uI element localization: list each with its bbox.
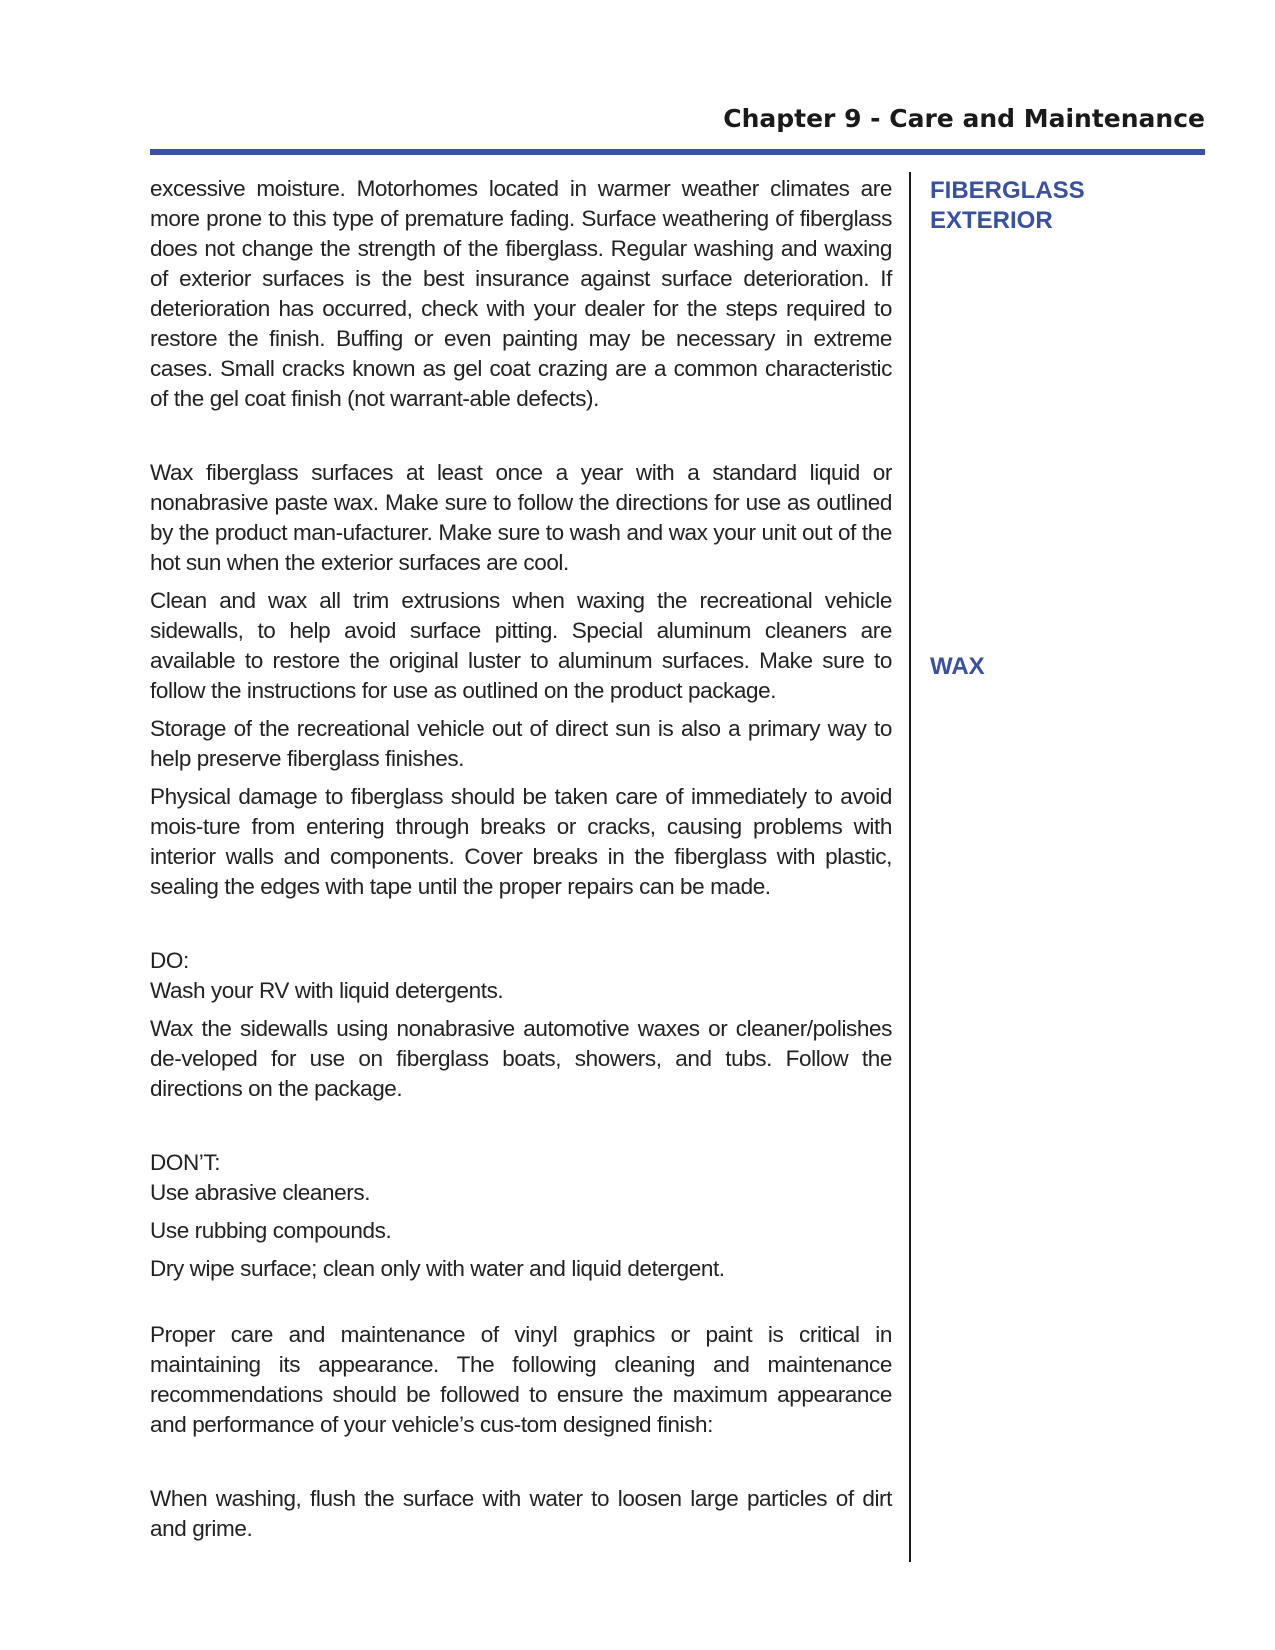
paragraph-washing: When washing, flush the surface with water to loosen large particles of dirt and grime. <box>150 1486 892 1541</box>
paragraph-fading: excessive moisture. Motorhomes located in warmer weather climates are more prone to this type of premature fading. Surface weathering of fiberglass does not change the strength of the fiberglass. Regular washing and waxing of exterior surfaces is the best insurance against surface deterioration. If deterioration has occurred, check with your dealer for the steps required to restore the finish. Buffing or even painting may be necessary in extreme cases. Small cracks known as gel coat crazing are a common characteristic of the gel coat finish (not warrant-able defects). <box>150 176 892 411</box>
sidebar-heading-line: FIBERGLASS <box>930 177 1085 204</box>
main-text-column <box>150 174 892 1544</box>
header-rule <box>150 149 1205 155</box>
sidebar-heading-wax: WAX <box>930 653 985 680</box>
do-item-wash: Wash your RV with liquid detergents. <box>150 978 504 1003</box>
sidebar-heading-fiberglass-exterior <box>930 176 1190 236</box>
dont-item-dry-wipe: Dry wipe surface; clean only with water and liquid detergent. <box>150 1256 725 1281</box>
do-label: DO: <box>150 948 189 973</box>
chapter-title: Chapter 9 - Care and Maintenance <box>723 104 1205 133</box>
paragraph-vinyl-graphics: Proper care and maintenance of vinyl graphics or paint is critical in maintaining its appearance. The following cleaning and maintenance recommendations should be followed to ensure the maximum appearance and performance of your vehicle’s cus-tom designed finish: <box>150 1322 892 1437</box>
do-item-wax: Wax the sidewalls using nonabrasive automotive waxes or cleaner/polishes de-veloped for use on fiberglass boats, showers, and tubs. Follow the directions on the package. <box>150 1016 892 1101</box>
paragraph-trim-extrusions: Clean and wax all trim extrusions when waxing the recreational vehicle sidewalls, to help avoid surface pitting. Special aluminum cleaners are available to restore the original luster to aluminum surfaces. Make sure to follow the instructions for use as outlined on the product package. <box>150 588 892 703</box>
paragraph-wax-surfaces: Wax fiberglass surfaces at least once a year with a standard liquid or nonabrasive paste wax. Make sure to follow the directions for use as outlined by the product man-ufacturer. Make sure to wash and wax your unit out of the hot sun when the exterior surfaces are cool. <box>150 460 892 575</box>
paragraph-physical-damage: Physical damage to fiberglass should be taken care of immediately to avoid mois-ture from entering through breaks or cracks, causing problems with interior walls and components. Cover breaks in the fiberglass with plastic, sealing the edges with tape until the proper repairs can be made. <box>150 784 892 899</box>
paragraph-storage: Storage of the recreational vehicle out of direct sun is also a primary way to help preserve fiberglass finishes. <box>150 716 892 771</box>
dont-item-abrasive: Use abrasive cleaners. <box>150 1180 371 1205</box>
dont-label: DON’T: <box>150 1150 221 1175</box>
column-divider <box>909 172 911 1562</box>
sidebar-heading-line: EXTERIOR <box>930 207 1053 234</box>
dont-item-rubbing: Use rubbing compounds. <box>150 1218 392 1243</box>
